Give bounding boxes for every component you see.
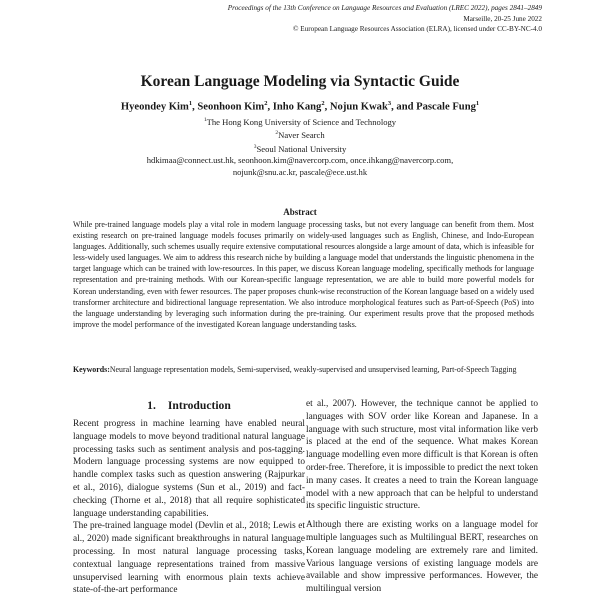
email-line: hdkimaa@connect.ust.hk, seonhoon.kim@navercorp.com, once.ihkang@navercorp.com, [146, 155, 454, 166]
author-name: Nojun Kwak [329, 101, 388, 113]
author-name: Hyeondey Kim [120, 101, 189, 113]
section-number: 1. [147, 399, 156, 412]
paragraph: Recent progress in machine learning have enabled neural language models to move beyond traditional natural language processing tasks such as sentiment analysis and pos-tagging. Modern language processing systems are now equipped to handle complex tasks such as question answering (Rajpurkar et al., 2016), dialogue systems (Sun et al., 2019) and fact-checking (Thorne et al., 2018) that all require sophisticated language understanding capabilities. [73, 419, 305, 519]
keywords-label: Keywords: [73, 365, 110, 374]
paragraph: The pre-trained language model (Devlin et al., 2018; Lewis et al., 2020) made significant breakthroughs in natural language processing. In most natural language processing tasks, contextual language representations trained from massive unsupervised learning with enormous plain texts achieve state-of-the-art performance [73, 521, 305, 596]
affiliation [0, 142, 600, 155]
author-list [0, 100, 600, 113]
email-line: nojunk@snu.ac.kr, pascale@ece.ust.hk [232, 166, 368, 177]
author-affil-mark: 1 [475, 100, 480, 107]
affil-name: The Hong Kong University of Science and Technology [206, 116, 397, 127]
affiliation [0, 115, 600, 128]
author-separator: , [192, 101, 198, 113]
author-separator: , [267, 101, 273, 113]
author-affil-mark: 3 [387, 100, 392, 107]
license-line: © European Language Resources Association (ELRA), licensed under CC-BY-NC-4.0 [293, 25, 542, 34]
affil-number: 3 [253, 143, 257, 150]
author-name: Seonhoon Kim [197, 101, 265, 113]
abstract-heading: Abstract [283, 207, 317, 217]
affil-number: 1 [203, 117, 207, 123]
author-separator: , and [391, 101, 417, 113]
author-affil-mark: 2 [321, 100, 325, 107]
left-column [73, 418, 305, 597]
keywords [73, 364, 534, 375]
affil-name: Naver Search [278, 130, 325, 141]
section-title: Introduction [167, 399, 231, 412]
conference-header [228, 3, 542, 35]
abstract-body: While pre-trained language models play a vital role in modern language processing tasks, but not every language can benefit from them. Most existing research on pre-trained language models focuses primarily on widely-used languages such as English, Chinese, and Indo-European languages. Additionally, such schemes usually require extensive computational resources alongside a large amount of data, which is infeasible for less-widely used languages. We aim to address this research niche by building a language model that understands the linguistic phenomena in the target language which can be trained with low-resources. In this paper, we discuss Korean language modeling, specifically methods for language representation and pre-training methods. With our Korean-specific language representation, we are able to build more powerful models for Korean understanding, even with fewer resources. The paper proposes chunk-wise reconstruction of the Korean language based on a widely used transformer architecture and bidirectional language representation. We also introduce morphological features such as Part-of-Speech (PoS) into the language understanding by leveraging such information during the pre-training. Our experiment results prove that the proposed methods improve the model performance of the investigated Korean language understanding tasks. [73, 220, 534, 329]
right-column [306, 398, 538, 596]
paper-title: Korean Language Modeling via Syntactic Guide [140, 73, 460, 90]
affil-name: Seoul National University [256, 143, 347, 154]
section-heading-introduction [73, 399, 305, 412]
affiliation [0, 128, 600, 141]
author-name: Inho Kang [272, 101, 322, 113]
keywords-text: Neural language representation models, Semi-supervised, weakly-supervised and unsupervised learning, Part-of-Speech Tagging [109, 365, 517, 374]
affiliations [0, 115, 600, 179]
affil-number: 2 [275, 130, 279, 137]
proceedings-line: Proceedings of the 13th Conference on Language Resources and Evaluation (LREC 2022), pages 2841–2849 [227, 4, 542, 12]
paragraph: et al., 2007). However, the technique cannot be applied to languages with SOV order like Korean and Japanese. In a language with such structure, most vital information like verb is placed at the end of the sequence. What makes Korean language modelling even more difficult is that Korean is often order-free. Therefore, it is impossible to predict the next token in many cases. It creates a need to train the Korean language model with a new approach that can be helpful to understand its specific linguistic structure. [306, 399, 538, 512]
paragraph: Although there are existing works on a language model for multiple languages such as Multilingual BERT, researches on Korean language modeling are extremely rare and limited. Various language versions of existing language models are available and show impressive performances. However, the multilingual version [306, 520, 538, 595]
location-date-line: Marseille, 20-25 June 2022 [463, 14, 542, 23]
author-affil-mark: 1 [188, 100, 193, 107]
author-separator: , [324, 101, 330, 113]
author-affil-mark: 2 [264, 100, 268, 107]
author-name: Pascale Fung [416, 101, 476, 113]
